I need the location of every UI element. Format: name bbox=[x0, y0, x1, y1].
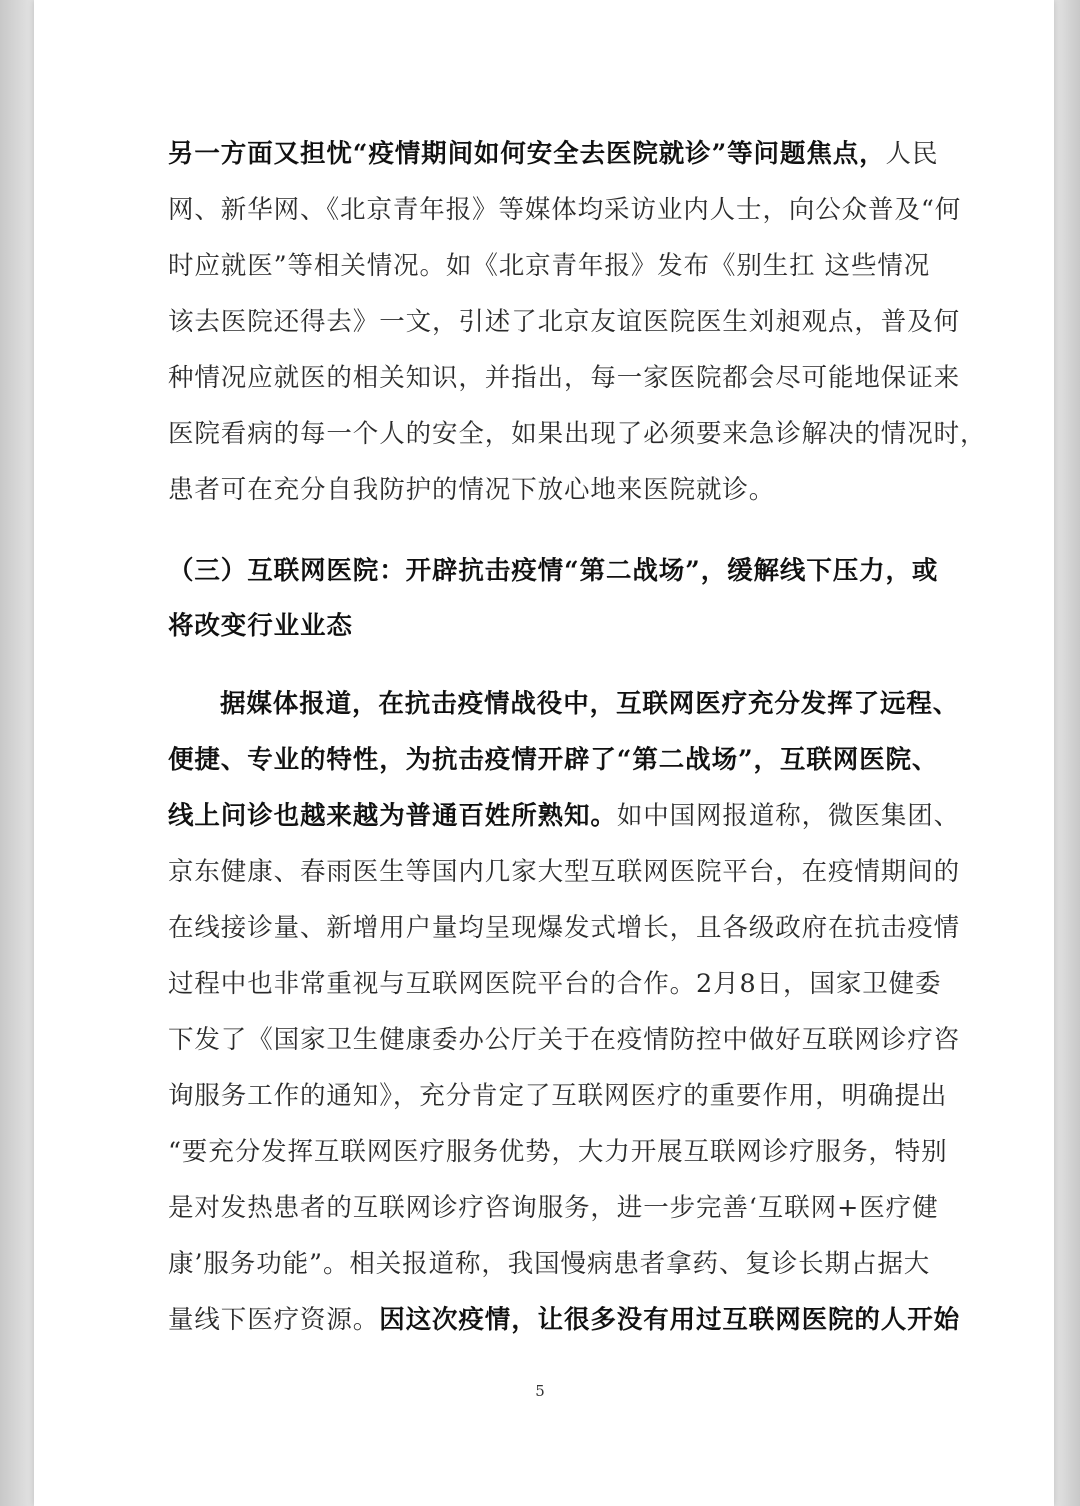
text-line bbox=[168, 912, 960, 944]
text: 该去医院还得去》一文，引述了北京友谊医院医生刘昶观点，普及何 bbox=[168, 307, 961, 337]
text: 询服务工作的通知》，充分肯定了互联网医疗的重要作用，明确提出 bbox=[168, 1081, 948, 1111]
page-number: 5 bbox=[535, 1382, 545, 1400]
text: 网、新华网、《北京青年报》等媒体均采访业内人士，向公众普及“何 bbox=[168, 195, 962, 225]
text: 如中国网报道称，微医集团、 bbox=[616, 801, 961, 831]
text-line bbox=[168, 856, 960, 888]
text: 患者可在充分自我防护的情况下放心地来医院就诊。 bbox=[168, 475, 776, 505]
text: 下发了《国家卫生健康委办公厅关于在疫情防控中做好互联网诊疗咨 bbox=[168, 1025, 961, 1055]
text-line bbox=[168, 474, 775, 506]
text-line bbox=[168, 800, 960, 832]
text-line bbox=[168, 362, 960, 394]
text: 京东健康、春雨医生等国内几家大型互联网医院平台，在疫情期间的 bbox=[168, 857, 961, 887]
heading-text: （三）互联网医院：开辟抗击疫情“第二战场”，缓解线下压力，或 bbox=[168, 556, 939, 586]
text-line bbox=[168, 1192, 938, 1224]
text-line bbox=[220, 688, 959, 720]
bold-text: 因这次疫情，让很多没有用过互联网医院的人开始 bbox=[379, 1305, 961, 1335]
text: 人民 bbox=[885, 139, 939, 169]
text-line bbox=[168, 1304, 960, 1336]
text-line bbox=[168, 1248, 930, 1280]
bold-text: 便捷、专业的特性，为抗击疫情开辟了“第二战场”，互联网医院、 bbox=[168, 745, 939, 775]
text-line bbox=[168, 744, 938, 776]
text-line bbox=[168, 1136, 948, 1168]
text: 在线接诊量、新增用户量均呈现爆发式增长，且各级政府在抗击疫情 bbox=[168, 913, 961, 943]
section-heading bbox=[168, 610, 353, 642]
text-line bbox=[168, 194, 961, 226]
page-shadow-right bbox=[1054, 0, 1080, 1506]
text: 量线下医疗资源。 bbox=[168, 1305, 380, 1335]
page-shadow-left bbox=[0, 0, 34, 1506]
text: 过程中也非常重视与互联网医院平台的合作。2月8日，国家卫健委 bbox=[168, 969, 942, 999]
text-line bbox=[168, 968, 941, 1000]
text: 时应就医”等相关情况。如《北京青年报》发布《别生扛 这些情况 bbox=[168, 251, 931, 281]
text-line bbox=[168, 306, 960, 338]
text-line bbox=[168, 250, 930, 282]
text: 康’服务功能”。相关报道称，我国慢病患者拿药、复诊长期占据大 bbox=[168, 1249, 931, 1279]
text-line bbox=[168, 138, 938, 170]
text-line bbox=[168, 1024, 960, 1056]
text-line bbox=[168, 418, 986, 450]
text: 医院看病的每一个人的安全，如果出现了必须要来急诊解决的情况时， bbox=[168, 419, 987, 449]
text: 是对发热患者的互联网诊疗咨询服务，进一步完善‘互联网+医疗健 bbox=[168, 1193, 939, 1223]
bold-text: 据媒体报道，在抗击疫情战役中，互联网医疗充分发挥了远程、 bbox=[220, 689, 960, 719]
text-line bbox=[168, 1080, 947, 1112]
bold-text: 另一方面又担忧“疫情期间如何安全去医院就诊”等问题焦点， bbox=[168, 139, 886, 169]
text: “要充分发挥互联网医疗服务优势，大力开展互联网诊疗服务，特别 bbox=[168, 1137, 948, 1167]
section-heading bbox=[168, 555, 938, 587]
bold-text: 线上问诊也越来越为普通百姓所熟知。 bbox=[168, 801, 617, 831]
heading-text: 将改变行业业态 bbox=[168, 611, 353, 641]
text: 种情况应就医的相关知识，并指出，每一家医院都会尽可能地保证来 bbox=[168, 363, 961, 393]
